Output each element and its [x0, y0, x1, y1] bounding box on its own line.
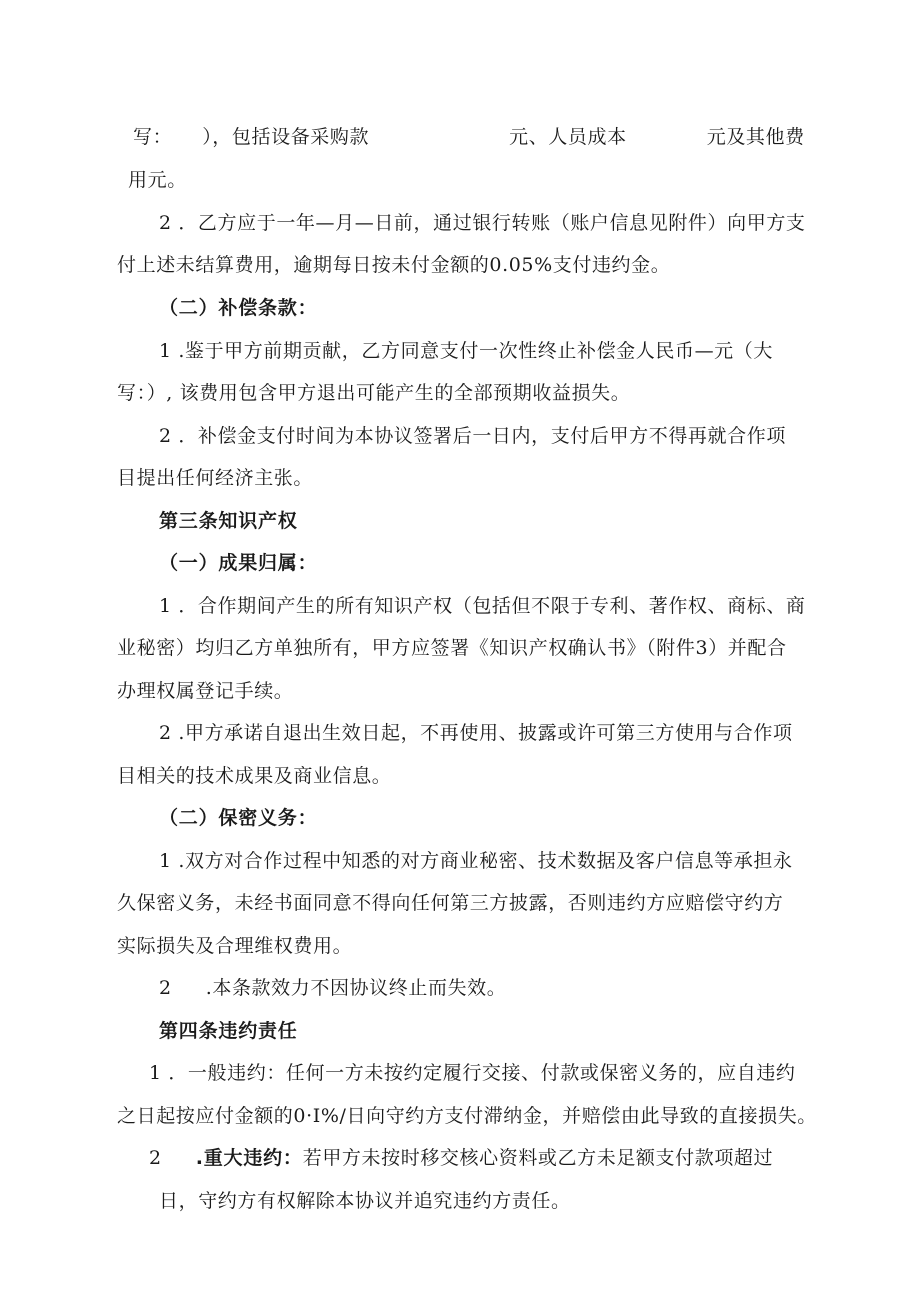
compensation-item1-line2: 写：）, 该费用包含甲方退出可能产生的全部预期收益损失。	[117, 382, 631, 404]
compensation-heading: （二）补偿条款：	[159, 297, 318, 319]
settlement-item2-line2: 付上述未结算费用，逾期每日按未付金额的0.05%支付违约金。	[117, 254, 671, 276]
amount-line-cont: 用元。	[128, 169, 187, 191]
article4-item2-label: .重大违约：	[195, 1147, 303, 1169]
article4-item2-text: 若甲方未按时移交核心资料或乙方未足额支付款项超过	[302, 1147, 774, 1169]
article3-sub1-item1-line3: 办理权属登记手续。	[117, 680, 294, 702]
article3-sub2-item2	[159, 976, 506, 1000]
article3-sub1-item2-line1: 2 .甲方承诺自退出生效日起，不再使用、披露或许可第三方使用与合作项	[159, 722, 793, 744]
article3-sub2-item1-line1: 1 .双方对合作过程中知悉的对方商业秘密、技术数据及客户信息等承担永	[159, 850, 793, 872]
article3-sub1-heading: （一）成果归属：	[159, 552, 318, 574]
article4-item2-line2: 日，守约方有权解除本协议并追究违约方责任。	[159, 1190, 571, 1212]
compensation-item2-line1: 2 ．补偿金支付时间为本协议签署后一日内，支付后甲方不得再就合作项	[159, 425, 786, 447]
compensation-item1-line1: 1 .鉴于甲方前期贡献，乙方同意支付一次性终止补偿金人民币—元（大	[159, 340, 773, 362]
amount-line-part3: 元、人员成本	[509, 126, 627, 148]
article3-sub2-item2-text: .本条款效力不因协议终止而失效。	[205, 977, 507, 999]
amount-line	[133, 125, 805, 149]
article4-item1-line2: 之日起按应付金额的0·I%/日向守约方支付滞纳金，并赔偿由此导致的直接损失。	[117, 1105, 817, 1127]
amount-line-part1: 写：	[133, 126, 173, 148]
amount-line-part2: ），包括设备采购款	[202, 126, 370, 148]
amount-line-part4: 元及其他费	[706, 126, 805, 148]
article3-sub2-item2-num: 2	[159, 977, 172, 999]
article4-item2-line1	[149, 1146, 773, 1170]
article4-item1-line1: 1 ．一般违约：任何一方未按约定履行交接、付款或保密义务的，应自违约	[149, 1062, 796, 1084]
article3-sub2-item1-line2: 久保密义务，未经书面同意不得向任何第三方披露，否则违约方应赔偿守约方	[117, 892, 784, 914]
article3-sub1-item1-line1: 1 ．合作期间产生的所有知识产权（包括但不限于专利、著作权、商标、商	[159, 595, 806, 617]
article3-sub1-item1-line2: 业秘密）均归乙方单独所有，甲方应签署《知识产权确认书》（附件3）并配合	[117, 637, 787, 659]
compensation-item2-line2: 目提出任何经济主张。	[117, 467, 314, 489]
article4-item2-num: 2	[149, 1147, 162, 1169]
article4-heading: 第四条违约责任	[159, 1020, 298, 1042]
article3-sub1-item2-line2: 目相关的技术成果及商业信息。	[117, 765, 392, 787]
article3-sub2-heading: （二）保密义务：	[159, 807, 318, 829]
article3-sub2-item1-line3: 实际损失及合理维权费用。	[117, 935, 353, 957]
settlement-item2-line1: 2 ．乙方应于一年—月—日前，通过银行转账（账户信息见附件）向甲方支	[159, 212, 806, 234]
article3-heading: 第三条知识产权	[159, 510, 298, 532]
